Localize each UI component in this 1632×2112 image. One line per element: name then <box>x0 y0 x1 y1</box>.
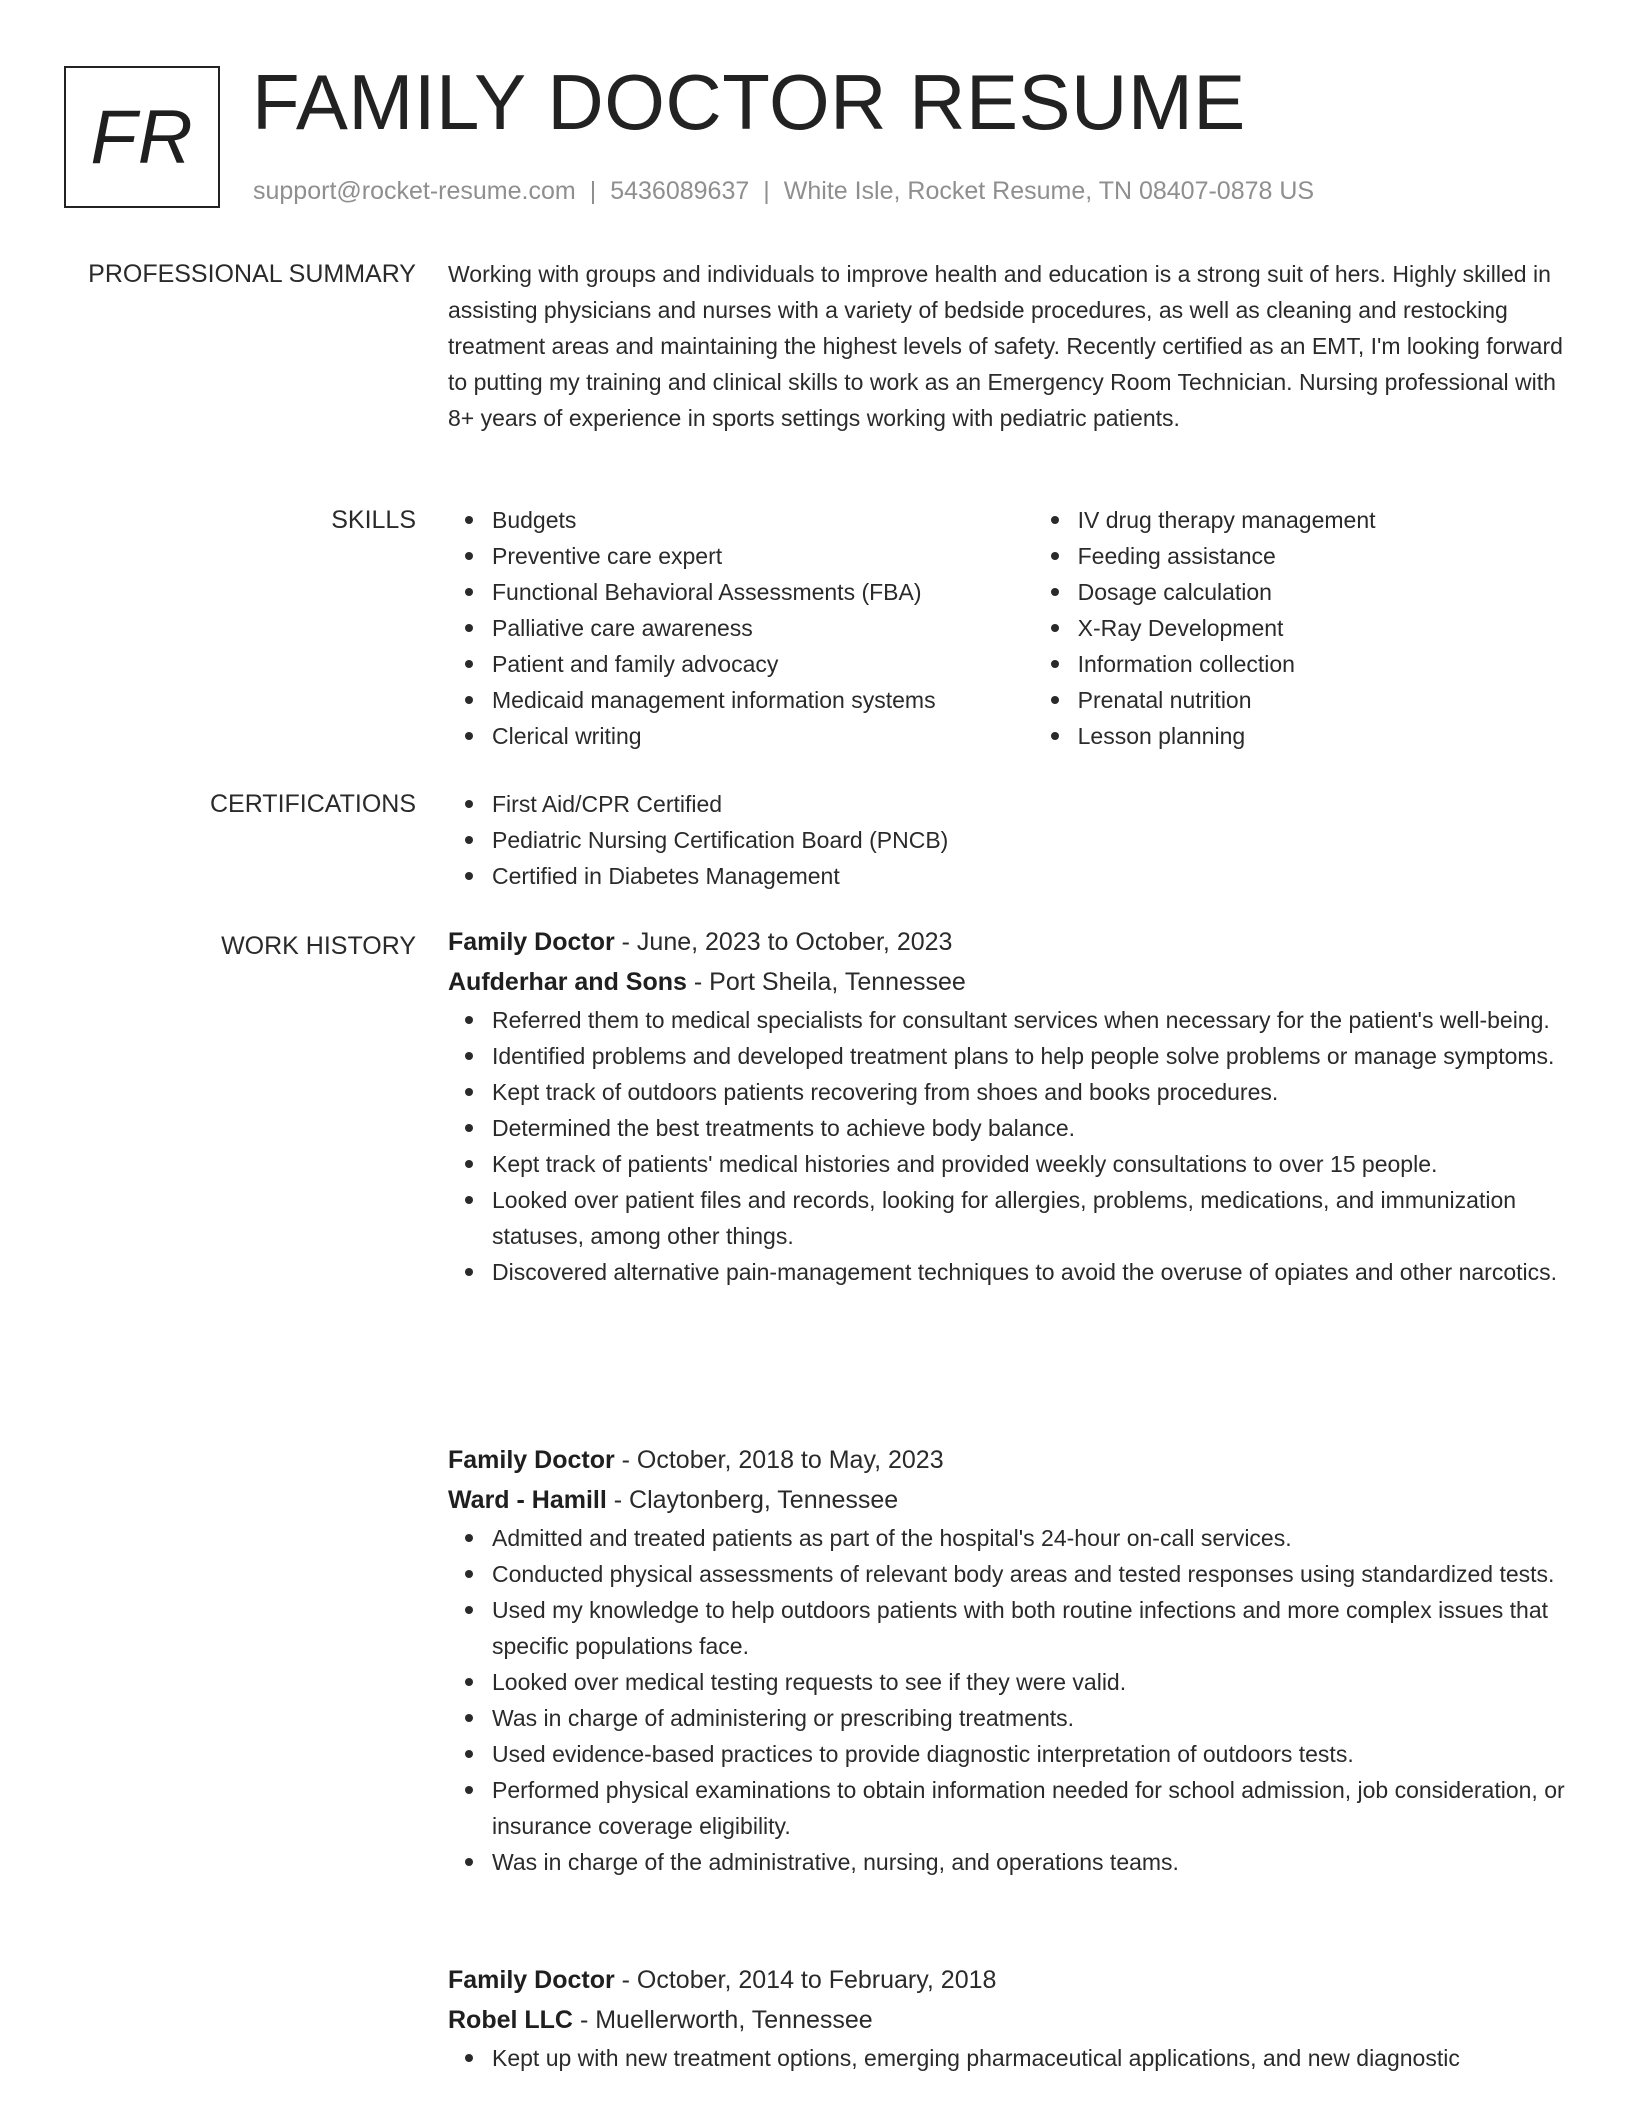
skills-section <box>448 502 1570 754</box>
skill-item: IV drug therapy management <box>1078 502 1570 538</box>
job-duty-item: Was in charge of administering or prescribing treatments. <box>492 1700 1570 1736</box>
skill-item: X-Ray Development <box>1078 610 1570 646</box>
job-duty-item: Discovered alternative pain-management techniques to avoid the overuse of opiates and other narcotics. <box>492 1254 1570 1290</box>
job-duty-item: Admitted and treated patients as part of the hospital's 24-hour on-call services. <box>492 1520 1570 1556</box>
section-label-summary: PROFESSIONAL SUMMARY <box>88 260 416 288</box>
job-duty-item: Was in charge of the administrative, nursing, and operations teams. <box>492 1844 1570 1880</box>
job-duties-list <box>448 1520 1570 1880</box>
job-duty-item: Performed physical examinations to obtain information needed for school admission, job consideration, or insurance coverage eligibility. <box>492 1772 1570 1844</box>
skill-item: Functional Behavioral Assessments (FBA) <box>492 574 1034 610</box>
job-duties-list <box>448 1002 1570 1290</box>
job-location: - Port Sheila, Tennessee <box>686 968 966 996</box>
job-title-line <box>448 1440 1570 1480</box>
job-title-line <box>448 1960 1570 2000</box>
job-duty-item: Looked over medical testing requests to see if they were valid. <box>492 1664 1570 1700</box>
job-company: Aufderhar and Sons <box>448 968 687 996</box>
skills-list-right <box>1034 502 1570 754</box>
job-title: Family Doctor <box>448 1966 615 1994</box>
job-duty-item: Kept track of patients' medical histories and provided weekly consultations to over 15 people. <box>492 1146 1570 1182</box>
job-duty-item: Identified problems and developed treatment plans to help people solve problems or manage symptoms. <box>492 1038 1570 1074</box>
job-company-line <box>448 962 1570 1002</box>
job-dates: - October, 2014 to February, 2018 <box>614 1966 997 1994</box>
skill-item: Medicaid management information systems <box>492 682 1034 718</box>
skill-item: Lesson planning <box>1078 718 1570 754</box>
contact-separator: | <box>589 177 597 205</box>
contact-line <box>253 174 1314 208</box>
job-dates: - October, 2018 to May, 2023 <box>614 1446 944 1474</box>
summary-text: Working with groups and individuals to improve health and education is a strong suit of hers. Highly skilled in assisting physicians and nurses with a variety of bedside procedures, as well as cleaning and restocking treatment areas and maintaining the highest levels of safety. Recently certified as an EMT, I'm looking forward to putting my training and clinical skills to work as an Emergency Room Technician. Nursing professional with 8+ years of experience in sports settings working with pediatric patients. <box>448 261 1563 431</box>
skills-list-left <box>448 502 1034 754</box>
skill-item: Information collection <box>1078 646 1570 682</box>
certifications-list <box>448 786 1570 894</box>
job-duty-item: Looked over patient files and records, looking for allergies, problems, medications, and immunization statuses, among other things. <box>492 1182 1570 1254</box>
job-duty-item: Determined the best treatments to achieve body balance. <box>492 1110 1570 1146</box>
section-label-work-history: WORK HISTORY <box>221 932 416 960</box>
skill-item: Clerical writing <box>492 718 1034 754</box>
skill-item: Budgets <box>492 502 1034 538</box>
job-duty-item: Conducted physical assessments of relevant body areas and tested responses using standardized tests. <box>492 1556 1570 1592</box>
job-company-line <box>448 2000 1570 2040</box>
contact-phone: 5436089637 <box>610 177 750 205</box>
certification-item: Pediatric Nursing Certification Board (PNCB) <box>492 822 1570 858</box>
section-label-certifications: CERTIFICATIONS <box>209 790 416 818</box>
contact-separator: | <box>763 177 770 205</box>
job-title: Family Doctor <box>448 1446 615 1474</box>
job-entry <box>448 1960 1570 2076</box>
job-company: Ward - Hamill <box>448 1486 607 1514</box>
job-entry <box>448 1440 1570 1880</box>
summary-section <box>448 256 1570 436</box>
job-duty-item: Kept up with new treatment options, emerging pharmaceutical applications, and new diagnostic <box>492 2040 1570 2076</box>
contact-address: White Isle, Rocket Resume, TN 08407-0878 US <box>783 177 1315 205</box>
certification-item: Certified in Diabetes Management <box>492 858 1570 894</box>
job-duty-item: Referred them to medical specialists for consultant services when necessary for the patient's well-being. <box>492 1002 1570 1038</box>
job-duty-item: Used evidence-based practices to provide diagnostic interpretation of outdoors tests. <box>492 1736 1570 1772</box>
section-label-skills: SKILLS <box>331 506 416 534</box>
skill-item: Dosage calculation <box>1078 574 1570 610</box>
skill-item: Preventive care expert <box>492 538 1034 574</box>
job-company: Robel LLC <box>448 2006 573 2034</box>
skill-item: Feeding assistance <box>1078 538 1570 574</box>
job-dates: - June, 2023 to October, 2023 <box>614 928 953 956</box>
certifications-section <box>448 786 1570 894</box>
certification-item: First Aid/CPR Certified <box>492 786 1570 822</box>
contact-email: support@rocket-resume.com <box>253 177 576 205</box>
job-location: - Claytonberg, Tennessee <box>606 1486 899 1514</box>
job-duty-item: Used my knowledge to help outdoors patients with both routine infections and more complex issues that specific populations face. <box>492 1592 1570 1664</box>
resume-title: FAMILY DOCTOR RESUME <box>252 58 1246 146</box>
skill-item: Prenatal nutrition <box>1078 682 1570 718</box>
job-title-line <box>448 922 1570 962</box>
job-duties-list <box>448 2040 1570 2076</box>
job-title: Family Doctor <box>448 928 615 956</box>
job-company-line <box>448 1480 1570 1520</box>
monogram-initials: FR <box>90 94 194 180</box>
job-location: - Muellerworth, Tennessee <box>573 2006 873 2034</box>
job-duty-item: Kept track of outdoors patients recovering from shoes and books procedures. <box>492 1074 1570 1110</box>
skill-item: Patient and family advocacy <box>492 646 1034 682</box>
skill-item: Palliative care awareness <box>492 610 1034 646</box>
monogram-box <box>64 66 220 208</box>
job-entry <box>448 922 1570 1290</box>
